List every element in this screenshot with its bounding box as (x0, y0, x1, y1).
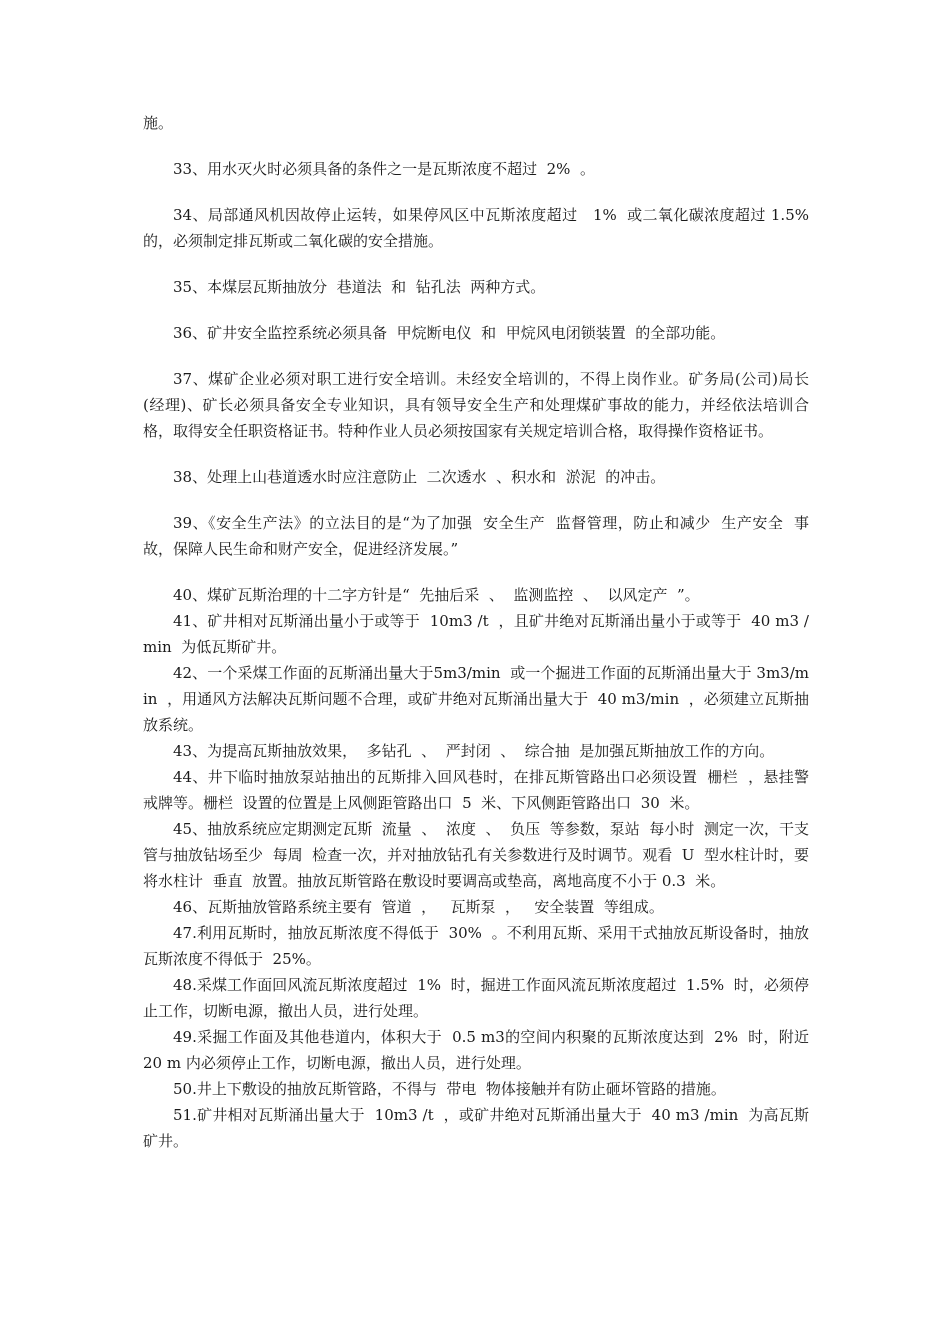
paragraph-45: 45、抽放系统应定期测定瓦斯 流量 、 浓度 、 负压 等参数，泵站 每小时 测定一次，干支管与抽放钻场至少 每周 检查一次，并对抽放钻孔有关参数进行及时调节。观看 U 型水柱计时，要将水柱计 垂直 放置。抽放瓦斯管路在敷设时要调高或垫高，离地高度不小于 0.3 米。 (143, 820, 809, 890)
paragraph-43: 43、为提高瓦斯抽放效果， 多钻孔 、 严封闭 、 综合抽 是加强瓦斯抽放工作的方向。 (173, 742, 775, 760)
paragraph-38: 38、处理上山巷道透水时应注意防止 二次透水 、积水和 淤泥 的冲击。 (173, 468, 666, 486)
paragraph-47: 47.利用瓦斯时，抽放瓦斯浓度不得低于 30% 。不利用瓦斯、采用干式抽放瓦斯设备时，抽放瓦斯浓度不得低于 25%。 (143, 924, 809, 968)
paragraph-33: 33、用水灭火时必须具备的条件之一是瓦斯浓度不超过 2% 。 (173, 160, 595, 178)
paragraph-35: 35、本煤层瓦斯抽放分 巷道法 和 钻孔法 两种方式。 (173, 278, 546, 296)
paragraph-40: 40、煤矿瓦斯治理的十二字方针是“ 先抽后采 、 监测监控 、 以风定产 ”。 (173, 586, 700, 604)
paragraph-37: 37、煤矿企业必须对职工进行安全培训。未经安全培训的，不得上岗作业。矿务局(公司)局长(经理)、矿长必须具备安全专业知识，具有领导安全生产和处理煤矿事故的能力，并经依法培训合格，取得安全任职资格证书。特种作业人员必须按国家有关规定培训合格，取得操作资格证书。 (143, 370, 809, 440)
paragraph-50: 50.井上下敷设的抽放瓦斯管路，不得与 带电 物体接触并有防止砸坏管路的措施。 (173, 1080, 726, 1098)
paragraph-49: 49.采掘工作面及其他巷道内，体积大于 0.5 m3的空间内积聚的瓦斯浓度达到 2% 时，附近 20 m 内必须停止工作，切断电源，撤出人员，进行处理。 (143, 1028, 819, 1072)
paragraph-36: 36、矿井安全监控系统必须具备 甲烷断电仪 和 甲烷风电闭锁装置 的全部功能。 (173, 324, 726, 342)
paragraph-46: 46、瓦斯抽放管路系统主要有 管道 ， 瓦斯泵 ， 安全装置 等组成。 (173, 898, 664, 916)
paragraph-39: 39、《安全生产法》的立法目的是“为了加强 安全生产 监督管理，防止和减少 生产安全 事故，保障人民生命和财产安全，促进经济发展。” (143, 514, 809, 558)
paragraph-48: 48.采煤工作面回风流瓦斯浓度超过 1% 时，掘进工作面风流瓦斯浓度超过 1.5% 时，必须停止工作，切断电源，撤出人员，进行处理。 (143, 976, 809, 1020)
document-body (143, 110, 819, 1154)
paragraph-41: 41、矿井相对瓦斯涌出量小于或等于 10m3 /t ，且矿井绝对瓦斯涌出量小于或等于 40 m3 /min 为低瓦斯矿井。 (143, 612, 809, 656)
paragraph-51: 51.矿井相对瓦斯涌出量大于 10m3 /t ，或矿井绝对瓦斯涌出量大于 40 m3 /min 为高瓦斯矿井。 (143, 1106, 809, 1150)
paragraph-44: 44、井下临时抽放泵站抽出的瓦斯排入回风巷时，在排瓦斯管路出口必须设置 栅栏 ，悬挂警戒牌等。栅栏 设置的位置是上风侧距管路出口 5 米、下风侧距管路出口 30 米。 (143, 768, 809, 812)
paragraph-42: 42、一个采煤工作面的瓦斯涌出量大于5m3/min 或一个掘进工作面的瓦斯涌出量大于 3m3/min ，用通风方法解决瓦斯问题不合理，或矿井绝对瓦斯涌出量大于 40 m3/min ，必须建立瓦斯抽放系统。 (143, 664, 809, 734)
paragraph-34: 34、局部通风机因故停止运转，如果停风区中瓦斯浓度超过 1% 或二氧化碳浓度超过 1.5% 的，必须制定排瓦斯或二氧化碳的安全措施。 (143, 206, 819, 250)
paragraph-continuation: 施。 (143, 114, 174, 132)
